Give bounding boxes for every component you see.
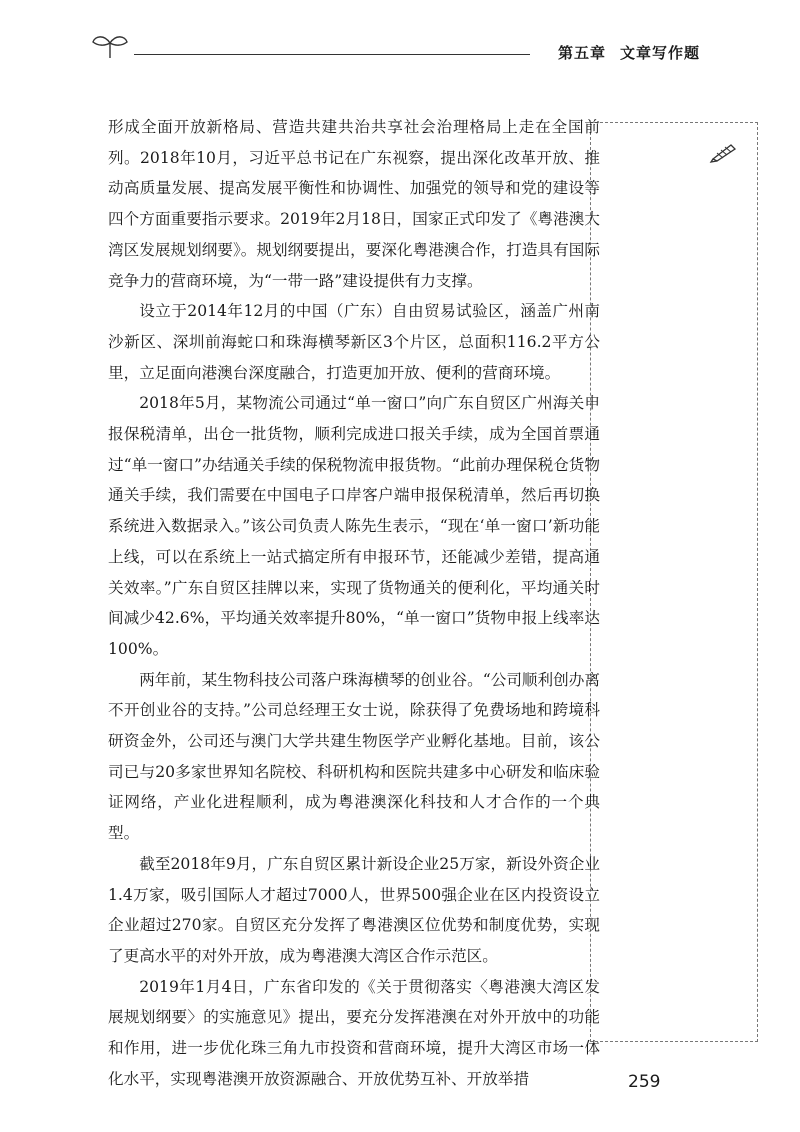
paragraph-3: 2018年5月，某物流公司通过“单一窗口”向广东自贸区广州海关申报保税清单，出仓一批货物，顺利完成进口报关手续，成为全国首票通过“单一窗口”办结通关手续的保税物流申报货物。“此前办理保税仓货物通关手续，我们需要在中国电子口岸客户端申报保税清单，然后再切换系统进入数据录入。”该公司负责人陈先生表示，“现在‘单一窗口’新功能上线，可以在系统上一站式搞定所有申报环节，还能减少差错，提高通关效率。”广东自贸区挂牌以来，实现了货物通关的便利化，平均通关时间减少42.6%，平均通关效率提升80%，“单一窗口”货物申报上线率达100%。 [108,394,600,658]
page-header [90,30,700,66]
chapter-heading [558,42,700,63]
pen-icon [709,141,739,163]
paragraph-5: 截至2018年9月，广东自贸区累计新设企业25万家，新设外资企业1.4万家，吸引国际人才超过7000人，世界500强企业在区内投资设立企业超过270家。自贸区充分发挥了粤港澳区位优势和制度优势，实现了更高水平的对外开放，成为粤港澳大湾区合作示范区。 [108,854,600,965]
paragraph-4: 两年前，某生物科技公司落户珠海横琴的创业谷。“公司顺利创办离不开创业谷的支持。”公司总经理王女士说，除获得了免费场地和跨境科研资金外，公司还与澳门大学共建生物医学产业孵化基地。目前，该公司已与20多家世界知名院校、科研机构和医院共建多中心研发和临床验证网络，产业化进程顺利，成为粤港澳深化科技和人才合作的一个典型。 [108,670,600,843]
chapter-number: 第五章 [557,44,606,62]
body-text [108,112,600,1095]
header-rule [134,54,530,55]
paragraph-2: 设立于2014年12月的中国（广东）自由贸易试验区，涵盖广州南沙新区、深圳前海蛇口和珠海横琴新区3个片区，总面积116.2平方公里，立足面向港澳台深度融合，打造更加开放、便利的营商环境。 [108,302,600,382]
paragraph-1: 形成全面开放新格局、营造共建共治共享社会治理格局上走在全国前列。2018年10月，习近平总书记在广东视察，提出深化改革开放、推动高质量发展、提高发展平衡性和协调性、加强党的领导和党的建设等四个方面重要指示要求。2019年2月18日，国家正式印发了《粤港澳大湾区发展规划纲要》。规划纲要提出，要深化粤港澳合作，打造具有国际竞争力的营商环境，为“一带一路”建设提供有力支撑。 [108,118,600,290]
chapter-title: 文章写作题 [619,44,700,62]
page-number: 259 [628,1072,661,1092]
sprout-icon [90,30,130,60]
margin-note-box [590,122,758,1042]
paragraph-6: 2019年1月4日，广东省印发的《关于贯彻落实〈粤港澳大湾区发展规划纲要〉的实施意见》提出，要充分发挥港澳在对外开放中的功能和作用，进一步优化珠三角九市投资和营商环境，提升大湾区市场一体化水平，实现粤港澳开放资源融合、开放优势互补、开放举措 [108,977,600,1088]
